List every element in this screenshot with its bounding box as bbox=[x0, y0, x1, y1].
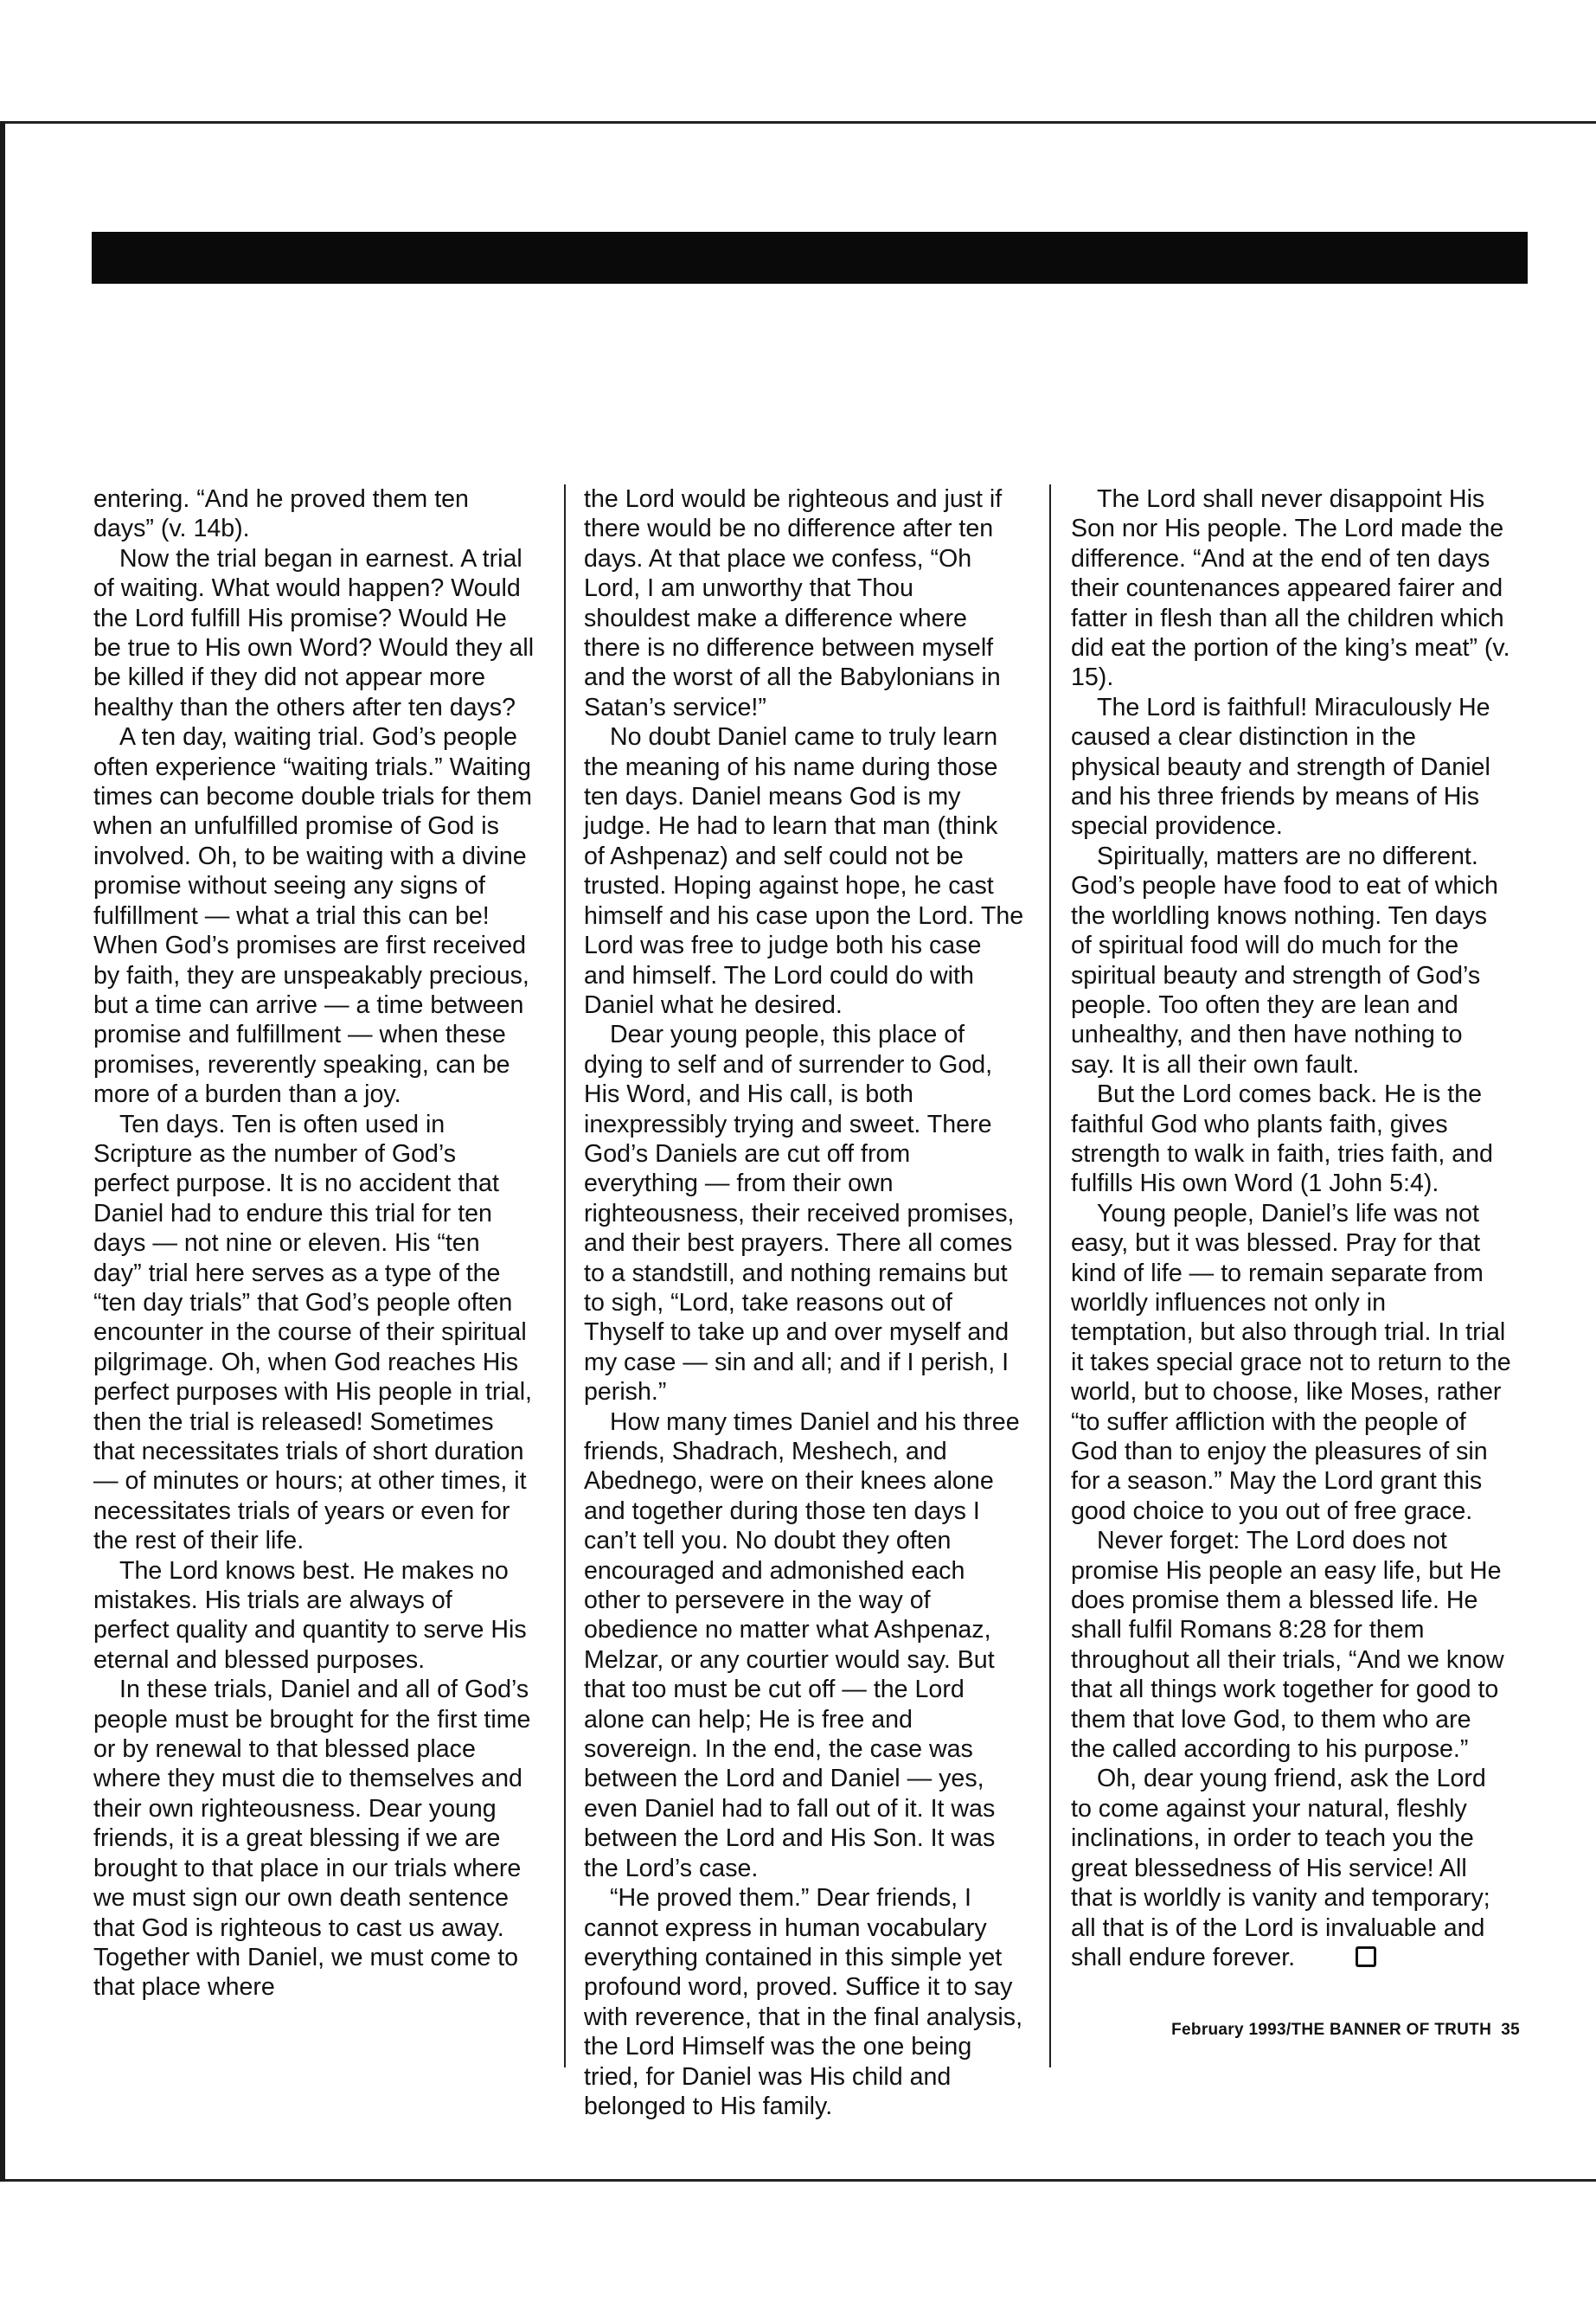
paragraph: Now the trial began in earnest. A trial of waiting. What would happen? Would the Lord fulfill His promise? Would He be true to His own Word? Would they all be killed if they did not appear more healthy than the others after ten days? bbox=[93, 544, 535, 721]
article-column-1 bbox=[93, 484, 535, 2003]
column-divider bbox=[564, 484, 566, 2067]
paragraph: Never forget: The Lord does not promise His people an easy life, but He does promise them a blessed life. He shall fulfil Romans 8:28 for them throughout all their trials, “And we know that all things work together for good to them that love God, to them who are the called according to his purpose.” bbox=[1071, 1527, 1504, 1764]
footer-publication: THE BANNER OF TRUTH bbox=[1291, 2021, 1492, 2039]
paragraph: The Lord shall never disappoint His Son nor His people. The Lord made the difference. “And at the end of ten days their countenances appeared fairer and fatter in flesh than all the children which did eat the portion of the king’s meat” (v. 15). bbox=[1071, 485, 1510, 692]
paragraph: But the Lord comes back. He is the faithful God who plants faith, gives strength to walk in faith, tries faith, and fulfills His own Word (1 John 5:4). bbox=[1071, 1080, 1493, 1198]
page-number: 35 bbox=[1501, 2021, 1520, 2039]
paragraph: Dear young people, this place of dying to self and of surrender to God, His Word, and His call, is both inexpressibly trying and sweet. There God’s Daniels are cut off from everything — from their own righteousness, their received promises, and their best prayers. There all comes to a standstill, and nothing remains but to sigh, “Lord, take reasons out of Thyself to take up and over myself and my case — sin and all; and if I perish, I perish.” bbox=[584, 1021, 1015, 1407]
paragraph: Ten days. Ten is often used in Scripture as the number of God’s perfect purpose. It is no accident that Daniel had to endure this trial for ten days — not nine or eleven. His “ten day” trial here serves as a type of the “ten day trials” that God’s people often encounter in the course of their spiritual pilgrimage. Oh, when God reaches His perfect purposes with His people in trial, then the trial is released! Sometimes that necessitates trials of short duration — of minutes or hours; at other times, it necessitates trials of years or even for the rest of their life. bbox=[93, 1110, 532, 1555]
page-footer bbox=[1171, 2021, 1520, 2040]
footer-separator: / bbox=[1285, 2021, 1292, 2039]
paragraph: The Lord is faithful! Miraculously He caused a clear distinction in the physical beauty and strength of Daniel and his three friends by means of His special providence. bbox=[1071, 693, 1490, 841]
end-of-article-square-icon bbox=[1356, 1946, 1376, 1967]
page-left-edge bbox=[0, 121, 5, 2182]
paragraph: How many times Daniel and his three friends, Shadrach, Meshech, and Abednego, were on their knees alone and together during those ten days I can’t tell you. No doubt they often encouraged and admonished each other to persevere in the way of obedience no matter what Ashpenaz, Melzar, or any courtier would say. But that too must be cut off — the Lord alone can help; He is free and sovereign. In the end, the case was between the Lord and Daniel — yes, even Daniel had to fall out of it. It was between the Lord and His Son. It was the Lord’s case. bbox=[584, 1407, 1020, 1882]
article-column-2 bbox=[584, 484, 1025, 2121]
header-banner-bar bbox=[92, 232, 1528, 284]
paragraph: Spiritually, matters are no different. God’s people have food to eat of which the worldling knows nothing. Ten days of spiritual food will do much for the spiritual beauty and strength of God’s people. Too often they are lean and unhealthy, and then have nothing to say. It is all their own fault. bbox=[1071, 842, 1498, 1079]
paragraph: entering. “And he proved them ten days” (v. 14b). bbox=[93, 485, 469, 543]
footer-date: February 1993 bbox=[1171, 2021, 1286, 2039]
article-column-3 bbox=[1071, 484, 1512, 1972]
paragraph-last bbox=[1071, 1764, 1512, 1972]
paragraph: The Lord knows best. He makes no mistakes. His trials are always of perfect quality and quantity to serve His eternal and blessed purposes. bbox=[93, 1556, 527, 1674]
paragraph: A ten day, waiting trial. God’s people often experience “waiting trials.” Waiting times can become double trials for them when an unfulfilled promise of God is involved. Oh, to be waiting with a divine promise without seeing any signs of fulfillment — what a trial this can be! When God’s promises are first received by faith, they are unspeakably precious, but a time can arrive — a time between promise and fulfillment — when these promises, reverently speaking, can be more of a burden than a joy. bbox=[93, 723, 532, 1109]
paragraph: the Lord would be righteous and just if there would be no difference after ten days. At that place we confess, “Oh Lord, I am unworthy that Thou shouldest make a difference where there is no difference between myself and the worst of all the Babylonians in Satan’s service!” bbox=[584, 485, 1003, 721]
paragraph: “He proved them.” Dear friends, I cannot express in human vocabulary everything contained in this simple yet profound word, proved. Suffice it to say with reverence, that in the final analysis, the Lord Himself was the one being tried, for Daniel was His child and belonged to His family. bbox=[584, 1884, 1023, 2120]
paragraph: Young people, Daniel’s life was not easy, but it was blessed. Pray for that kind of life — to remain separate from worldly influences not only in temptation, but also through trial. In trial it takes special grace not to return to the world, but to choose, like Moses, rather “to suffer affliction with the people of God than to enjoy the pleasures of sin for a season.” May the Lord grant this good choice to you out of free grace. bbox=[1071, 1199, 1511, 1525]
paragraph: No doubt Daniel came to truly learn the meaning of his name during those ten days. Daniel means God is my judge. He had to learn that man (think of Ashpenaz) and self could not be trusted. Hoping against hope, he cast himself and his case upon the Lord. The Lord was free to judge both his case and himself. The Lord could do with Daniel what he desired. bbox=[584, 723, 1024, 1019]
paragraph-text: Oh, dear young friend, ask the Lord to come against your natural, fleshly inclinations, in order to teach you the great blessedness of His service! All that is worldly is vanity and temporary; all that is of the Lord is invaluable and shall endure forever. bbox=[1071, 1765, 1490, 1971]
paragraph: In these trials, Daniel and all of God’s people must be brought for the first time or by renewal to that blessed place where they must die to themselves and their own righteousness. Dear young friends, it is a great blessing if we are brought to that place in our trials where we must sign our own death sentence that God is righteous to cast us away. Together with Daniel, we must come to that place where bbox=[93, 1676, 531, 2002]
column-divider bbox=[1049, 484, 1051, 2067]
